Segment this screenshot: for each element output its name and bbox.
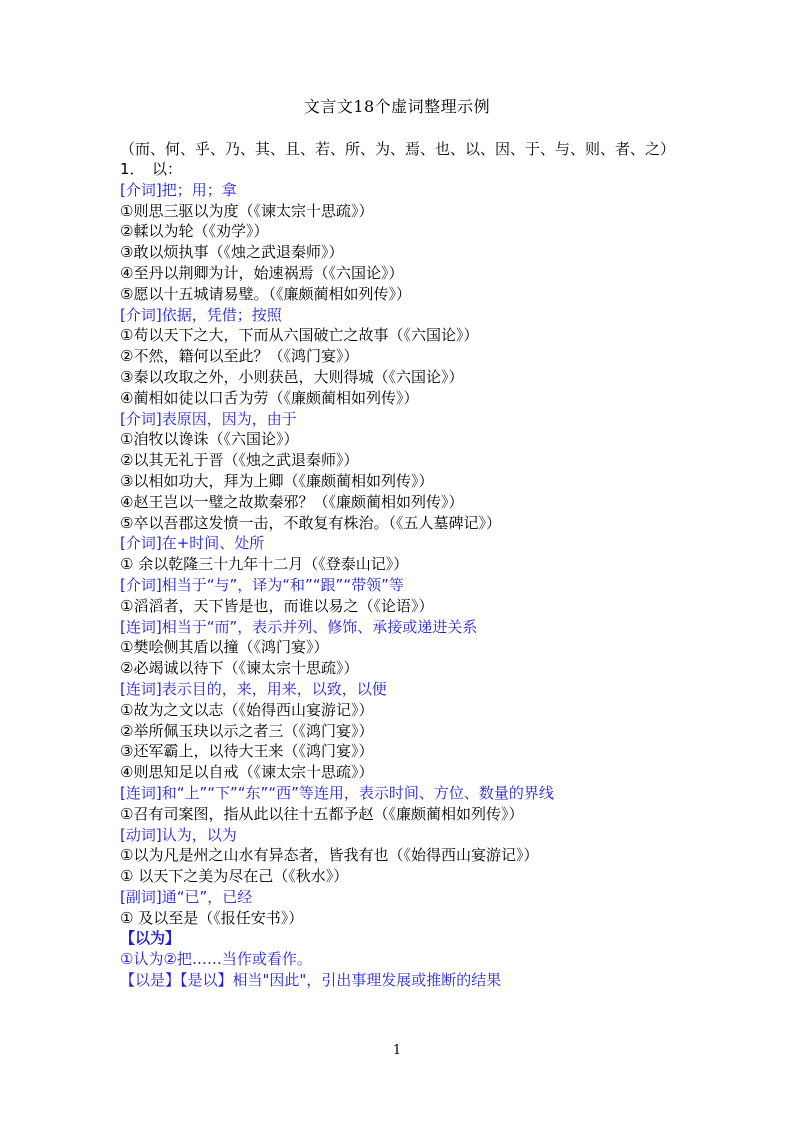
usage-heading: [动词]认为，以为 [120, 825, 237, 844]
document-title: 文言文18个虚词整理示例 [303, 97, 491, 116]
example-line: ④蔺相如徒以口舌为劳（《廉颇蔺相如列传》） [120, 388, 419, 407]
example-line: ②不然，籍何以至此？（《鸿门宴》） [120, 347, 359, 366]
example-line: ①召有司案图，指从此以往十五都予赵（《廉颇蔺相如列传》） [120, 804, 524, 823]
phrase-heading: 【以为】 [120, 929, 181, 948]
usage-heading: [介词]表原因，因为，由于 [120, 409, 297, 428]
usage-heading: ①认为②把……当作或看作。 [120, 950, 312, 969]
usage-heading: [连词]和“上”“下”“东”“西”等连用，表示时间、方位、数量的界线 [120, 783, 554, 802]
example-line: ③敢以烦执事（《烛之武退秦师》） [120, 243, 344, 262]
example-line: ①滔滔者，天下皆是也，而谁以易之（《论语》） [120, 596, 434, 615]
usage-heading: [介词]依据，凭借；按照 [120, 305, 282, 324]
example-line: ③还军霸上，以待大王来（《鸿门宴》） [120, 742, 374, 761]
example-line: ①樊哙侧其盾以撞（《鸿门宴》） [120, 638, 329, 657]
example-line: 1． 以： [120, 160, 183, 178]
example-line: ① 余以乾隆三十九年十二月（《登泰山记》） [120, 555, 409, 574]
example-line: ②必竭诚以待下（《谏太宗十思疏》） [120, 659, 359, 678]
example-line: ① 及以至是（《报任安书》） [120, 908, 304, 927]
usage-heading: 【以是】【是以】相当"因此"，引出事理发展或推断的结果 [120, 971, 502, 990]
example-line: ④则思知足以自戒（《谏太宗十思疏》） [120, 763, 374, 782]
usage-heading: [介词]相当于“与”，译为“和”“跟”“带领”等 [120, 575, 404, 594]
example-line: ④至丹以荆卿为计，始速祸焉（《六国论》） [120, 263, 404, 282]
usage-heading: [副词]通“已”，已经 [120, 887, 253, 906]
example-line: ②举所佩玉玦以示之者三（《鸿门宴》） [120, 721, 374, 740]
example-line: ①以为凡是州之山水有异态者，皆我有也（《始得西山宴游记》） [120, 846, 539, 865]
example-line: ③以相如功大，拜为上卿（《廉颇蔺相如列传》） [120, 471, 434, 490]
example-line: ⑤卒以吾郡这发愤一击，不敢复有株治。（《五人墓碑记》） [120, 513, 501, 532]
example-line: ③秦以攻取之外，小则获邑，大则得城（《六国论》） [120, 367, 464, 386]
page-number: 1 [392, 1043, 402, 1058]
usage-heading: [连词]表示目的，来，用来，以致，以便 [120, 679, 387, 698]
usage-heading: [介词]把；用；拿 [120, 180, 237, 199]
example-line: ②以其无礼于晋（《烛之武退秦师》） [120, 451, 359, 470]
document-body [120, 159, 680, 991]
example-line: ④赵王岂以一璧之故欺秦邪？（《廉颇蔺相如列传》） [120, 492, 464, 511]
example-line: ①则思三驱以为度（《谏太宗十思疏》） [120, 201, 374, 220]
usage-heading: [连词]相当于“而”，表示并列、修饰、承接或递进关系 [120, 617, 478, 636]
example-line: ① 以天下之美为尽在己（《秋水》） [120, 867, 349, 886]
example-line: ①洎牧以谗诛（《六国论》） [120, 430, 299, 449]
usage-heading: [介词]在+时间、处所 [120, 534, 265, 553]
example-line: ①苟以天下之大，下而从六国破亡之故事（《六国论》） [120, 326, 479, 345]
example-line: ⑤愿以十五城请易璧。（《廉颇蔺相如列传》） [120, 284, 411, 303]
example-line: ②輮以为轮（《劝学》） [120, 222, 269, 241]
example-line: ①故为之文以志（《始得西山宴游记》） [120, 700, 374, 719]
function-word-list: （而、何、乎、乃、其、且、若、所、为、焉、也、以、因、于、与、则、者、之） [120, 140, 676, 158]
